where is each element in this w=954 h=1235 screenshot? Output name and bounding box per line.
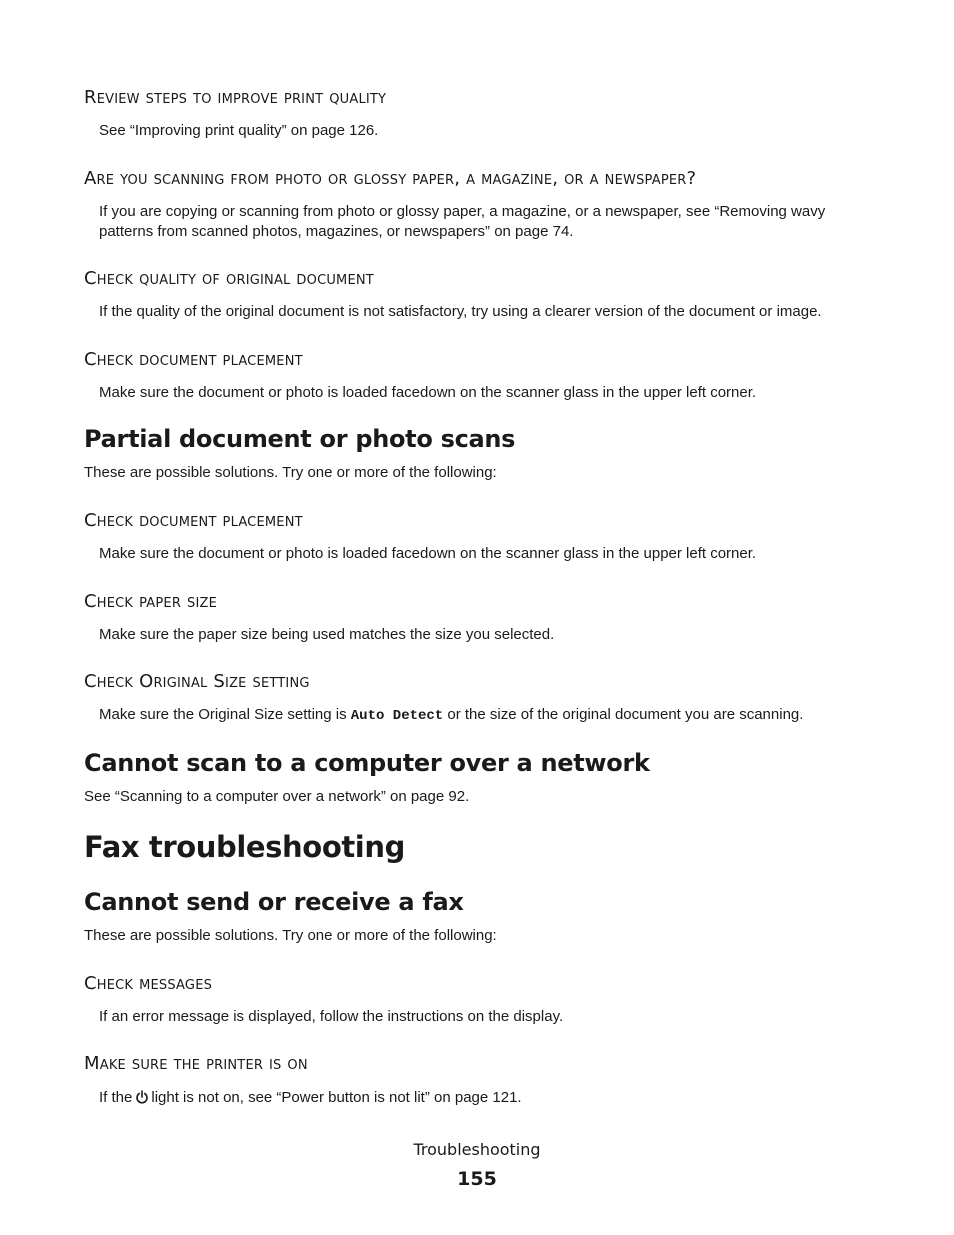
check-messages-heading: Check messages xyxy=(84,973,213,994)
printer-on-text xyxy=(99,1088,522,1108)
check-original-size-heading: Check Original Size setting xyxy=(84,671,310,692)
footer-section-title: Troubleshooting xyxy=(413,1140,541,1159)
check-original-size-text xyxy=(99,705,803,726)
partial-scans-title: Partial document or photo scans xyxy=(84,425,516,453)
check-messages-text: If an error message is displayed, follow the instructions on the display. xyxy=(99,1008,564,1025)
printer-on-heading: Make sure the printer is on xyxy=(84,1053,308,1074)
fax-troubleshooting-title: Fax troubleshooting xyxy=(84,830,405,864)
auto-detect-code: Auto Detect xyxy=(350,708,444,724)
cannot-scan-network-text: See “Scanning to a computer over a network” on page 92. xyxy=(84,788,470,805)
check-paper-size-heading: Check paper size xyxy=(84,591,217,612)
partial-scans-intro: These are possible solutions. Try one or more of the following: xyxy=(84,464,497,481)
check-quality-heading: Check quality of original document xyxy=(84,268,374,289)
cannot-scan-network-title: Cannot scan to a computer over a network xyxy=(84,749,650,777)
check-placement-heading: Check document placement xyxy=(84,510,303,531)
power-icon xyxy=(135,1090,149,1104)
text-before-icon: If the xyxy=(99,1089,133,1106)
check-placement-text: Make sure the document or photo is loaded facedown on the scanner glass in the upper left corner. xyxy=(99,384,757,401)
review-heading: Review steps to improve print quality xyxy=(84,87,387,108)
text-after-icon: light is not on, see “Power button is not lit” on page 121. xyxy=(151,1089,522,1106)
check-placement-heading: Check document placement xyxy=(84,349,303,370)
check-paper-size-text: Make sure the paper size being used matches the size you selected. xyxy=(99,626,555,643)
cannot-send-fax-intro: These are possible solutions. Try one or more of the following: xyxy=(84,927,497,944)
scanning-photo-heading: Are you scanning from photo or glossy paper, a magazine, or a newspaper? xyxy=(84,168,697,189)
text-before-code: Make sure the Original Size setting is xyxy=(99,706,351,723)
check-placement-text: Make sure the document or photo is loaded facedown on the scanner glass in the upper left corner. xyxy=(99,545,757,562)
page-number: 155 xyxy=(457,1168,497,1190)
cannot-send-fax-title: Cannot send or receive a fax xyxy=(84,888,464,916)
scanning-photo-text: If you are copying or scanning from photo or glossy paper, a magazine, or a newspaper, see “Removing wavy patterns from scanned photos, magazines, or newspapers” on page 74. xyxy=(99,203,826,240)
review-text: See “Improving print quality” on page 126. xyxy=(99,122,379,139)
text-after-code: or the size of the original document you are scanning. xyxy=(443,706,804,723)
check-quality-text: If the quality of the original document is not satisfactory, try using a clearer version of the document or image. xyxy=(99,303,822,320)
